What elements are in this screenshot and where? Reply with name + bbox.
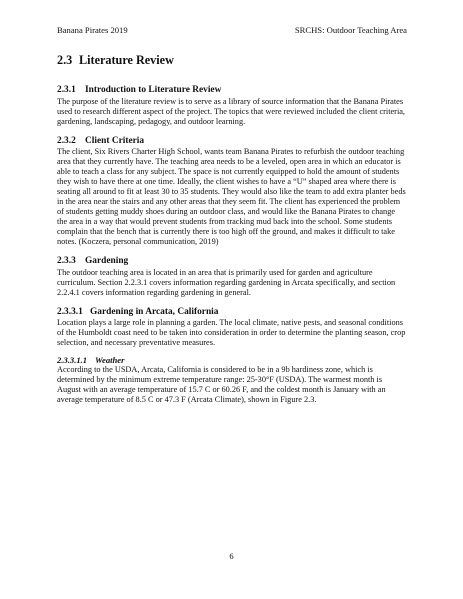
- subsection-title: Gardening: [85, 256, 129, 266]
- page-number: 6: [229, 551, 234, 561]
- paragraph-arcata: Location plays a large role in planning a garden. The local climate, native pests, and seasonal conditions of the Humboldt coast need to be taken into consideration in order to determine the planting season, crop selection, and necessary preventative measures.: [57, 318, 406, 347]
- subsection-number: 2.3.3.1.1: [57, 355, 88, 365]
- paragraph-client-criteria: The client, Six Rivers Charter High School, wants team Banana Pirates to refurbish the outdoor teaching area that they currently have. The teaching area needs to be a leveled, open area in which an educator is able to teach a class for any subject. The space is not currently equipped to hold the amount of students they wish to have there at one time. Ideally, the client wishes to have a “U” shaped area where there is seating all around to fit at least 30 to 35 students. They would also like the team to add extra planter beds in the area near the stairs and any other areas that they seem fit. The client has experienced the problem of students getting muddy shoes during an outdoor class, and would like the Banana Pirates to change the area in a way that would prevent students from tracking mud back into the school. Some students complain that the bench that is currently there is too high off the ground, and makes it difficult to take notes. (Koczera, personal communication, 2019): [57, 147, 406, 246]
- running-header-left: Banana Pirates 2019: [57, 25, 128, 35]
- subsection-number: 2.3.3.1: [57, 306, 83, 317]
- subsection-title: Introduction to Literature Review: [85, 85, 222, 95]
- paragraph-gardening: The outdoor teaching area is located in an area that is primarily used for garden and agriculture curriculum. Section 2.2.3.1 covers information regarding gardening in Arcata specifically, and section 2.2.4.1 covers information regarding gardening in general.: [57, 267, 396, 297]
- subsection-number: 2.3.3: [57, 256, 76, 266]
- paragraph-weather: According to the USDA, Arcata, California is considered to be in a 9b hardiness zone, which is determined by the minimum extreme temperature range: 25-30°F (USDA). The warmest month is August with an average temperature of 15.7 C or 60.26 F, and the coldest month is January with an average temperature of 8.5 C or 47.3 F (Arcata Climate), shown in Figure 2.3.: [57, 365, 386, 404]
- subsection-heading-gardening: [57, 256, 407, 267]
- subsection-heading-intro: [57, 85, 407, 96]
- section-number: 2.3: [57, 53, 73, 67]
- subsection-heading-arcata: [57, 307, 407, 318]
- section-title: Literature Review: [79, 53, 174, 67]
- subsection-number: 2.3.1: [57, 85, 76, 95]
- section-heading: [57, 53, 407, 67]
- page-content: [57, 53, 407, 414]
- subsection-heading-weather: [57, 355, 407, 365]
- subsection-title: Gardening in Arcata, California: [90, 306, 219, 317]
- subsection-number: 2.3.2: [57, 135, 76, 146]
- subsection-title: Weather: [95, 355, 125, 365]
- subsection-heading-client-criteria: [57, 136, 407, 147]
- paragraph-intro: The purpose of the literature review is to serve as a library of source information that the Banana Pirates used to research different aspect of the project. The topics that were reviewed included the client criteria, gardening, landscaping, pedagogy, and outdoor learning.: [57, 96, 406, 126]
- running-header-right: SRCHS: Outdoor Teaching Area: [294, 25, 407, 35]
- subsection-title: Client Criteria: [85, 135, 145, 146]
